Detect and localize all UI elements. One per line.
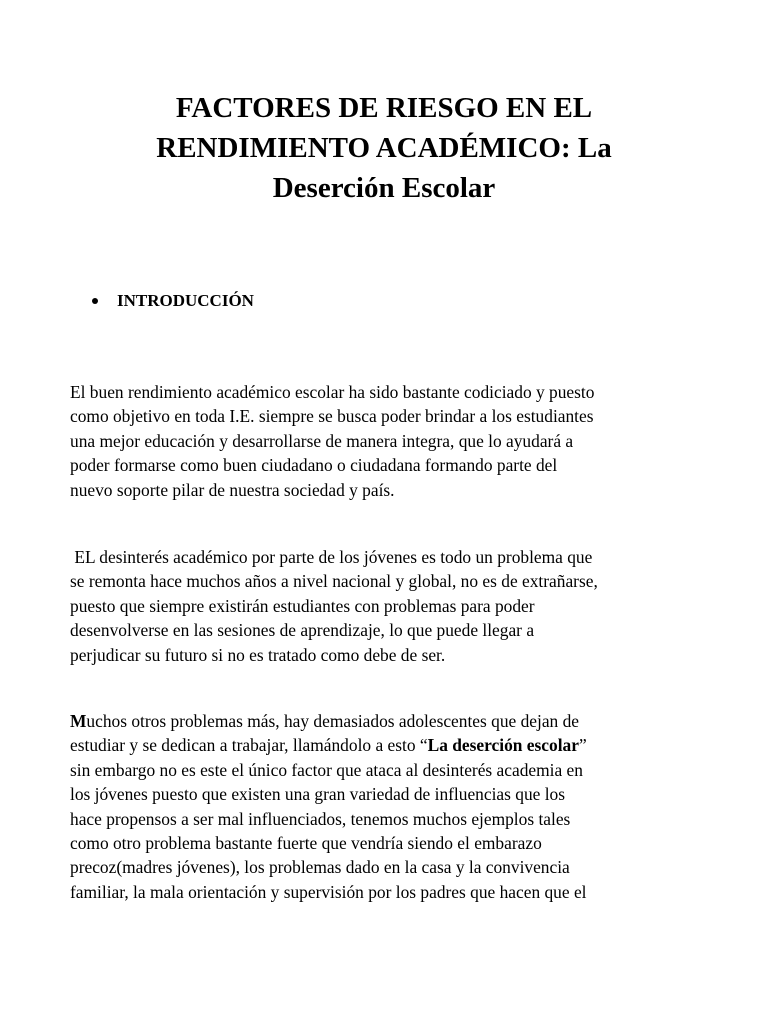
paragraph-line: hace propensos a ser mal influenciados, tenemos muchos ejemplos tales [70,808,571,829]
paragraph-line: poder formarse como buen ciudadano o ciudadana formando parte del [70,455,558,476]
paragraph-line: familiar, la mala orientación y supervisión por los padres que hacen que el [70,881,587,902]
paragraph-line: desenvolverse en las sesiones de aprendizaje, lo que puede llegar a [70,620,535,641]
paragraph-line: como objetivo en toda I.E. siempre se busca poder brindar a los estudiantes [70,406,594,427]
paragraph-line: EL desinterés académico por parte de los jóvenes es todo un problema que [70,547,593,567]
section-heading: INTRODUCCIÓN [117,291,254,310]
paragraph-line: El buen rendimiento académico escolar ha sido bastante codiciado y puesto [70,382,595,402]
title-line: RENDIMIENTO ACADÉMICO: La [156,132,612,164]
paragraph-line [70,709,710,733]
bold-phrase: La deserción escolar [427,735,579,756]
paragraph-line: como otro problema bastante fuerte que vendría siendo el embarazo [70,833,542,854]
bullet-icon [92,298,98,304]
paragraph-1 [70,380,710,502]
paragraph-line: sin embargo no es este el único factor que ataca al desinterés academia en [70,759,583,780]
line-text: uchos otros problemas más, hay demasiados adolescentes que dejan de [86,711,580,731]
document-title [70,88,698,208]
bold-initial: M [70,711,87,731]
paragraph-line: se remonta hace muchos años a nivel nacional y global, no es de extrañarse, [70,571,598,592]
paragraph-line: perjudicar su futuro si no es tratado como debe de ser. [70,644,446,665]
paragraph-line: nuevo soporte pilar de nuestra sociedad y país. [70,479,395,500]
line-text: ” [578,735,587,756]
title-line: Deserción Escolar [272,172,496,204]
paragraph-line: puesto que siempre existirán estudiantes con problemas para poder [70,595,535,616]
paragraph-2 [70,545,710,667]
title-line: FACTORES DE RIESGO EN EL [175,92,593,124]
section-heading-item [92,289,254,313]
paragraph-line: una mejor educación y desarrollarse de manera integra, que lo ayudará a [70,430,574,451]
paragraph-line [70,733,710,757]
paragraph-3 [70,709,710,904]
paragraph-line: precoz(madres jóvenes), los problemas dado en la casa y la convivencia [70,857,570,878]
line-text: estudiar y se dedican a trabajar, llamándolo a esto “ [70,735,428,756]
paragraph-line: los jóvenes puesto que existen una gran variedad de influencias que los [70,784,566,805]
